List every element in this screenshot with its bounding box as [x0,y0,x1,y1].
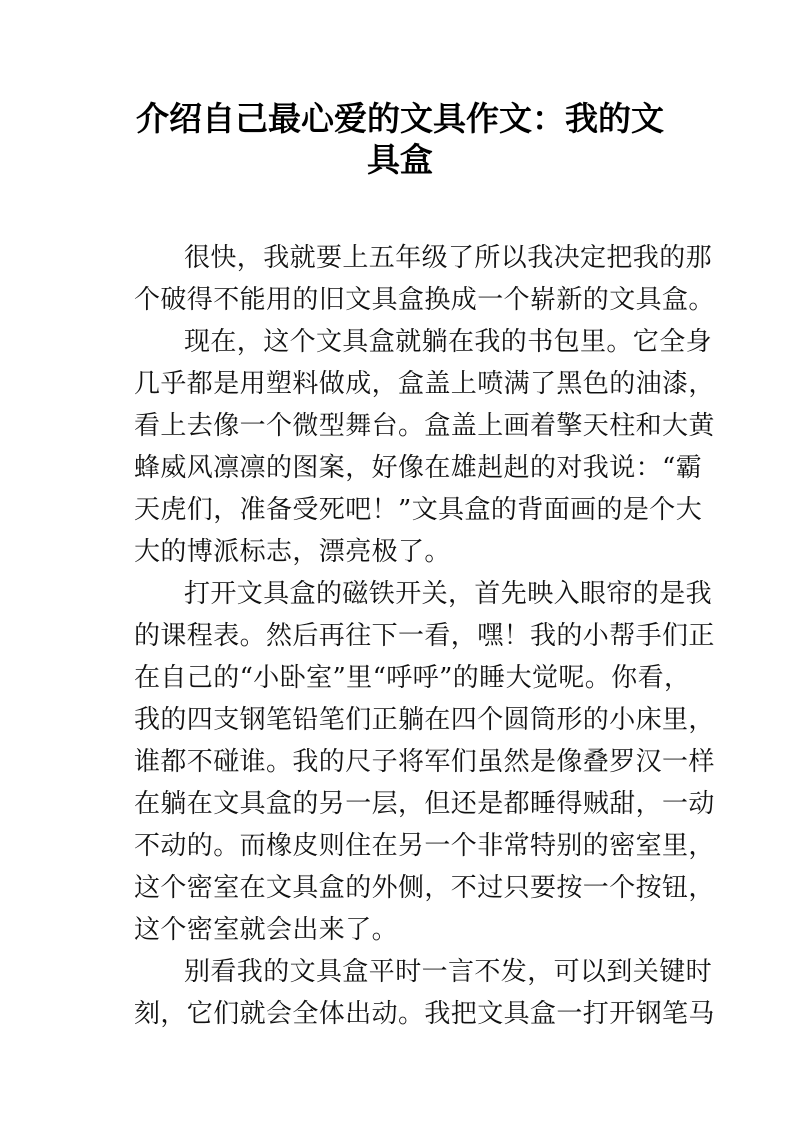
paragraph-line: 的课程表。然后再往下一看，嘿！我的小帮手们正 [134,621,715,651]
paragraph-line: 不动的。而橡皮则住在另一个非常特别的密室里， [134,831,715,861]
paragraph-line: 别看我的文具盒平时一言不发，可以到关键时 [184,957,713,987]
paragraph-line: 大的博派标志，漂亮极了。 [134,537,451,567]
paragraph-line: 这个密室在文具盒的外侧，不过只要按一个按钮， [134,873,715,903]
paragraph-line: 刻，它们就会全体出动。我把文具盒一打开钢笔马 [134,999,715,1029]
title-line: 具盒 [367,140,433,179]
paragraph-line: 在自己的“小卧室”里“呼呼”的睡大觉呢。你看， [134,663,691,693]
paragraph-line: 谁都不碰谁。我的尺子将军们虽然是像叠罗汉一样 [134,747,715,777]
paragraph-line: 打开文具盒的磁铁开关，首先映入眼帘的是我 [184,579,713,609]
paragraph-line: 现在，这个文具盒就躺在我的书包里。它全身 [184,327,713,357]
paragraph-line: 在躺在文具盒的另一层，但还是都睡得贼甜，一动 [134,789,715,819]
document-body [134,237,715,1035]
paragraph-line: 这个密室就会出来了。 [134,915,399,945]
paragraph-line: 天虎们，准备受死吧！”文具盒的背面画的是个大 [134,495,703,525]
paragraph-line: 我的四支钢笔铅笔们正躺在四个圆筒形的小床里， [134,705,715,735]
document-title [0,98,800,180]
paragraph-line: 看上去像一个微型舞台。盒盖上画着擎天柱和大黄 [134,411,715,441]
paragraph-line: 蜂威风凛凛的图案，好像在雄赳赳的对我说：“霸 [134,453,703,483]
paragraph-line: 几乎都是用塑料做成，盒盖上喷满了黑色的油漆， [134,369,715,399]
paragraph-line: 很快，我就要上五年级了所以我决定把我的那 [184,243,713,273]
paragraph-line: 个破得不能用的旧文具盒换成一个崭新的文具盒。 [134,285,715,315]
title-line: 介绍自己最心爱的文具作文：我的文 [136,99,664,138]
